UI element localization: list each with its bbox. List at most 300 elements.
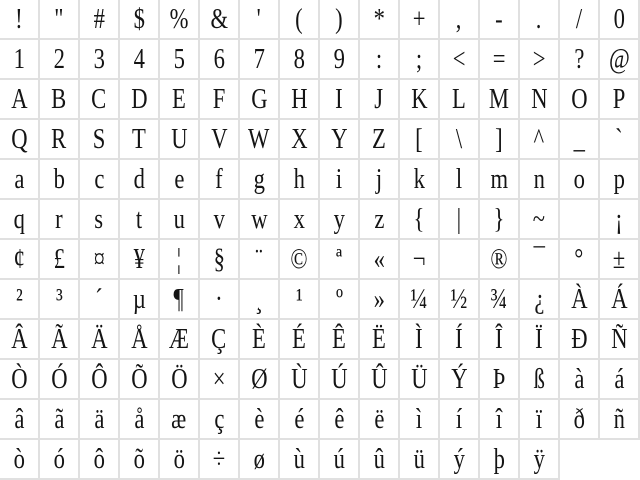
glyph-cell[interactable] xyxy=(320,320,360,360)
glyph-cell[interactable] xyxy=(360,160,400,200)
glyph-cell[interactable] xyxy=(600,80,640,120)
glyph: · xyxy=(215,282,223,315)
glyph-cell[interactable] xyxy=(400,240,440,280)
glyph-cell[interactable] xyxy=(160,240,200,280)
glyph-cell[interactable] xyxy=(160,440,200,480)
glyph-cell[interactable] xyxy=(440,240,480,280)
glyph: 9 xyxy=(333,42,345,75)
glyph-cell[interactable] xyxy=(40,80,80,120)
glyph-cell[interactable] xyxy=(480,360,520,400)
glyph: ± xyxy=(612,242,626,275)
glyph-cell[interactable] xyxy=(520,240,560,280)
glyph: Q xyxy=(10,122,28,155)
glyph-cell[interactable] xyxy=(600,120,640,160)
glyph-cell[interactable] xyxy=(560,120,600,160)
glyph-cell[interactable] xyxy=(440,440,480,480)
glyph-cell[interactable] xyxy=(480,120,520,160)
glyph-cell[interactable] xyxy=(0,120,40,160)
glyph-cell[interactable] xyxy=(600,240,640,280)
glyph: æ xyxy=(171,402,187,435)
glyph: P xyxy=(612,82,626,115)
glyph-cell[interactable] xyxy=(560,200,600,240)
glyph-cell[interactable] xyxy=(400,80,440,120)
glyph: : xyxy=(375,42,383,75)
glyph: 8 xyxy=(293,42,305,75)
glyph-cell[interactable] xyxy=(280,160,320,200)
glyph-cell[interactable] xyxy=(120,400,160,440)
glyph-cell[interactable] xyxy=(0,200,40,240)
glyph-cell[interactable] xyxy=(520,320,560,360)
glyph-cell[interactable] xyxy=(520,80,560,120)
glyph-cell[interactable] xyxy=(200,200,240,240)
glyph: ® xyxy=(490,242,508,275)
glyph-cell[interactable] xyxy=(520,120,560,160)
glyph-cell[interactable] xyxy=(120,120,160,160)
glyph-cell[interactable] xyxy=(440,40,480,80)
glyph-cell[interactable] xyxy=(280,360,320,400)
glyph-cell[interactable] xyxy=(200,40,240,80)
glyph-cell[interactable] xyxy=(440,200,480,240)
glyph-cell[interactable] xyxy=(200,120,240,160)
glyph-cell[interactable] xyxy=(80,400,120,440)
glyph-cell[interactable] xyxy=(200,160,240,200)
glyph-cell[interactable] xyxy=(360,120,400,160)
glyph-cell[interactable] xyxy=(480,440,520,480)
glyph-cell[interactable] xyxy=(240,40,280,80)
glyph-cell[interactable] xyxy=(40,40,80,80)
glyph: x xyxy=(293,202,305,235)
glyph: Û xyxy=(370,362,388,395)
glyph-cell[interactable] xyxy=(120,80,160,120)
glyph: E xyxy=(172,82,186,115)
glyph: Z xyxy=(372,122,386,155)
glyph: 7 xyxy=(253,42,265,75)
glyph: Ñ xyxy=(610,322,628,355)
glyph: È xyxy=(252,322,266,355)
glyph-cell[interactable] xyxy=(240,440,280,480)
glyph-cell[interactable] xyxy=(120,320,160,360)
glyph-cell[interactable] xyxy=(280,0,320,40)
glyph: * xyxy=(373,2,385,35)
glyph-cell[interactable] xyxy=(40,0,80,40)
glyph-cell[interactable] xyxy=(400,120,440,160)
glyph-cell[interactable] xyxy=(320,240,360,280)
glyph-cell[interactable] xyxy=(360,40,400,80)
glyph: M xyxy=(488,82,510,115)
glyph-cell[interactable] xyxy=(40,360,80,400)
glyph: ` xyxy=(615,122,623,155)
glyph: s xyxy=(94,202,104,235)
glyph-cell[interactable] xyxy=(200,280,240,320)
glyph: ¢ xyxy=(13,242,25,275)
glyph-cell[interactable] xyxy=(120,280,160,320)
glyph-cell[interactable] xyxy=(160,360,200,400)
glyph-cell[interactable] xyxy=(520,160,560,200)
glyph-cell[interactable] xyxy=(480,40,520,80)
glyph-cell[interactable] xyxy=(160,120,200,160)
glyph: J xyxy=(374,82,384,115)
glyph: p xyxy=(613,162,625,195)
glyph-cell[interactable] xyxy=(160,0,200,40)
glyph-cell[interactable] xyxy=(520,40,560,80)
glyph: ç xyxy=(213,402,225,435)
glyph: Ï xyxy=(535,322,543,355)
glyph-cell[interactable] xyxy=(600,40,640,80)
glyph: ü xyxy=(413,442,425,475)
glyph-cell[interactable] xyxy=(0,80,40,120)
glyph: & xyxy=(210,2,228,35)
glyph-cell[interactable] xyxy=(80,360,120,400)
glyph: Ö xyxy=(170,362,188,395)
glyph-cell[interactable] xyxy=(200,360,240,400)
glyph-cell[interactable] xyxy=(480,80,520,120)
glyph-cell[interactable] xyxy=(240,360,280,400)
glyph: ; xyxy=(415,42,423,75)
glyph: É xyxy=(292,322,306,355)
glyph: w xyxy=(250,202,268,235)
glyph-cell[interactable] xyxy=(160,40,200,80)
glyph-cell[interactable] xyxy=(440,320,480,360)
glyph-cell[interactable] xyxy=(280,80,320,120)
glyph-cell[interactable] xyxy=(200,440,240,480)
glyph-cell[interactable] xyxy=(440,400,480,440)
glyph-cell[interactable] xyxy=(0,440,40,480)
glyph-cell[interactable] xyxy=(480,200,520,240)
glyph: ã xyxy=(53,402,65,435)
glyph-cell[interactable] xyxy=(600,360,640,400)
glyph-cell[interactable] xyxy=(440,120,480,160)
glyph: £ xyxy=(53,242,65,275)
glyph-cell[interactable] xyxy=(120,40,160,80)
glyph: f xyxy=(215,162,223,195)
glyph-cell[interactable] xyxy=(160,80,200,120)
glyph: Î xyxy=(495,322,503,355)
glyph: R xyxy=(51,122,67,155)
glyph: m xyxy=(490,162,508,195)
glyph: Ú xyxy=(330,362,348,395)
glyph: h xyxy=(293,162,305,195)
glyph-cell[interactable] xyxy=(80,0,120,40)
glyph-cell[interactable] xyxy=(360,400,400,440)
glyph-cell[interactable] xyxy=(440,280,480,320)
glyph-cell[interactable] xyxy=(520,0,560,40)
glyph-cell[interactable] xyxy=(280,320,320,360)
glyph: d xyxy=(133,162,145,195)
glyph: Ë xyxy=(372,322,386,355)
glyph-cell[interactable] xyxy=(200,320,240,360)
glyph-cell[interactable] xyxy=(280,400,320,440)
glyph-cell[interactable] xyxy=(40,200,80,240)
glyph-cell[interactable] xyxy=(40,160,80,200)
glyph-cell[interactable] xyxy=(480,280,520,320)
glyph: Ü xyxy=(410,362,428,395)
glyph-cell[interactable] xyxy=(280,200,320,240)
glyph-cell[interactable] xyxy=(200,0,240,40)
glyph-cell[interactable] xyxy=(280,280,320,320)
glyph: . xyxy=(536,2,542,35)
glyph-cell[interactable] xyxy=(360,440,400,480)
glyph-cell[interactable] xyxy=(320,80,360,120)
glyph: I xyxy=(335,82,343,115)
glyph-cell[interactable] xyxy=(600,160,640,200)
glyph-cell[interactable] xyxy=(240,160,280,200)
glyph-cell[interactable] xyxy=(240,120,280,160)
glyph: ÿ xyxy=(533,442,545,475)
glyph-cell[interactable] xyxy=(400,0,440,40)
glyph: ª xyxy=(335,242,343,275)
glyph: + xyxy=(412,2,426,35)
glyph: # xyxy=(93,2,105,35)
glyph-cell[interactable] xyxy=(320,440,360,480)
glyph: Õ xyxy=(130,362,148,395)
glyph-cell[interactable] xyxy=(600,200,640,240)
glyph-cell[interactable] xyxy=(0,360,40,400)
glyph-cell[interactable] xyxy=(480,0,520,40)
glyph-cell[interactable] xyxy=(80,80,120,120)
glyph-cell[interactable] xyxy=(520,440,560,480)
glyph: » xyxy=(373,282,385,315)
glyph: u xyxy=(173,202,185,235)
glyph-cell[interactable] xyxy=(0,160,40,200)
glyph-cell[interactable] xyxy=(480,240,520,280)
glyph-cell[interactable] xyxy=(40,440,80,480)
glyph-cell[interactable] xyxy=(120,160,160,200)
glyph: K xyxy=(410,82,428,115)
glyph: A xyxy=(10,82,28,115)
glyph: Ò xyxy=(10,362,28,395)
glyph-cell[interactable] xyxy=(0,0,40,40)
glyph: 3 xyxy=(93,42,105,75)
glyph-cell[interactable] xyxy=(320,400,360,440)
glyph: ì xyxy=(415,402,423,435)
glyph-cell[interactable] xyxy=(80,160,120,200)
glyph: U xyxy=(170,122,188,155)
glyph-cell[interactable] xyxy=(480,400,520,440)
glyph-cell[interactable] xyxy=(600,400,640,440)
glyph-cell[interactable] xyxy=(400,440,440,480)
glyph-cell[interactable] xyxy=(520,360,560,400)
glyph: k xyxy=(413,162,425,195)
glyph-cell[interactable] xyxy=(80,280,120,320)
glyph-cell[interactable] xyxy=(480,160,520,200)
glyph-cell[interactable] xyxy=(360,0,400,40)
glyph-cell[interactable] xyxy=(120,200,160,240)
glyph-cell[interactable] xyxy=(0,280,40,320)
glyph-cell[interactable] xyxy=(160,280,200,320)
glyph-cell[interactable] xyxy=(160,160,200,200)
glyph-cell[interactable] xyxy=(160,200,200,240)
glyph: ( xyxy=(295,2,303,35)
glyph: ð xyxy=(573,402,585,435)
glyph: \ xyxy=(455,122,463,155)
glyph-cell[interactable] xyxy=(320,120,360,160)
glyph-cell[interactable] xyxy=(520,280,560,320)
glyph: Ù xyxy=(290,362,308,395)
glyph-cell[interactable] xyxy=(240,320,280,360)
glyph-cell[interactable] xyxy=(40,320,80,360)
glyph-cell[interactable] xyxy=(560,280,600,320)
glyph-cell[interactable] xyxy=(200,240,240,280)
glyph: ¬ xyxy=(412,242,426,275)
glyph-cell[interactable] xyxy=(40,280,80,320)
glyph-cell[interactable] xyxy=(560,160,600,200)
glyph-cell[interactable] xyxy=(320,0,360,40)
glyph: H xyxy=(290,82,308,115)
glyph: á xyxy=(613,362,625,395)
glyph: ö xyxy=(173,442,185,475)
glyph: a xyxy=(13,162,25,195)
glyph-cell[interactable] xyxy=(40,400,80,440)
glyph: ³ xyxy=(55,282,63,315)
glyph-cell[interactable] xyxy=(360,200,400,240)
glyph: â xyxy=(13,402,25,435)
glyph: < xyxy=(452,42,466,75)
glyph: Ô xyxy=(90,362,108,395)
glyph-cell[interactable] xyxy=(160,320,200,360)
glyph: ² xyxy=(15,282,23,315)
glyph-cell[interactable] xyxy=(400,160,440,200)
glyph-cell[interactable] xyxy=(160,400,200,440)
glyph-cell[interactable] xyxy=(80,320,120,360)
glyph: ! xyxy=(15,2,23,35)
glyph-cell[interactable] xyxy=(0,240,40,280)
glyph-cell[interactable] xyxy=(320,280,360,320)
glyph-cell[interactable] xyxy=(400,320,440,360)
glyph-cell[interactable] xyxy=(240,0,280,40)
glyph-cell[interactable] xyxy=(0,400,40,440)
glyph-cell[interactable] xyxy=(400,400,440,440)
glyph-cell[interactable] xyxy=(400,360,440,400)
glyph: - xyxy=(495,2,503,35)
glyph-cell[interactable] xyxy=(240,200,280,240)
glyph-cell[interactable] xyxy=(40,120,80,160)
glyph-cell[interactable] xyxy=(320,40,360,80)
glyph: ¿ xyxy=(533,282,545,315)
glyph: Ó xyxy=(50,362,68,395)
glyph-cell[interactable] xyxy=(360,280,400,320)
glyph: û xyxy=(373,442,385,475)
glyph-cell[interactable] xyxy=(280,240,320,280)
glyph-cell[interactable] xyxy=(280,440,320,480)
glyph: y xyxy=(333,202,345,235)
glyph-cell[interactable] xyxy=(400,40,440,80)
glyph: ê xyxy=(333,402,345,435)
glyph-cell[interactable] xyxy=(560,80,600,120)
glyph-cell[interactable] xyxy=(240,400,280,440)
glyph: l xyxy=(455,162,463,195)
glyph: c xyxy=(93,162,105,195)
glyph: C xyxy=(91,82,107,115)
glyph xyxy=(576,205,582,234)
glyph-cell[interactable] xyxy=(520,200,560,240)
glyph-cell[interactable] xyxy=(80,120,120,160)
glyph: o xyxy=(573,162,585,195)
glyph-cell[interactable] xyxy=(360,320,400,360)
glyph: ¹ xyxy=(295,282,303,315)
glyph-cell[interactable] xyxy=(240,240,280,280)
glyph-cell[interactable] xyxy=(320,360,360,400)
glyph-cell[interactable] xyxy=(440,360,480,400)
glyph-cell[interactable] xyxy=(320,200,360,240)
glyph-cell[interactable] xyxy=(360,240,400,280)
glyph: ñ xyxy=(613,402,625,435)
glyph-cell[interactable] xyxy=(80,200,120,240)
glyph-cell[interactable] xyxy=(480,320,520,360)
glyph-cell[interactable] xyxy=(80,240,120,280)
glyph: ~ xyxy=(532,202,546,235)
glyph-cell[interactable] xyxy=(400,200,440,240)
glyph: º xyxy=(335,282,343,315)
glyph: Ø xyxy=(250,362,268,395)
glyph-cell[interactable] xyxy=(200,80,240,120)
glyph: ¸ xyxy=(255,282,263,315)
glyph: N xyxy=(530,82,548,115)
glyph: 2 xyxy=(53,42,65,75)
glyph: Y xyxy=(330,122,348,155)
glyph: = xyxy=(492,42,506,75)
glyph: ï xyxy=(535,402,543,435)
glyph-cell[interactable] xyxy=(440,0,480,40)
glyph-cell[interactable] xyxy=(0,40,40,80)
glyph: 1 xyxy=(13,42,25,75)
glyph: | xyxy=(456,202,462,235)
glyph-cell[interactable] xyxy=(120,240,160,280)
glyph: õ xyxy=(133,442,145,475)
glyph-cell[interactable] xyxy=(600,280,640,320)
glyph-cell[interactable] xyxy=(120,360,160,400)
glyph-cell[interactable] xyxy=(40,240,80,280)
glyph-cell[interactable] xyxy=(320,160,360,200)
glyph-cell[interactable] xyxy=(440,80,480,120)
glyph: V xyxy=(210,122,228,155)
glyph-cell[interactable] xyxy=(200,400,240,440)
glyph-cell[interactable] xyxy=(560,240,600,280)
glyph-cell[interactable] xyxy=(520,400,560,440)
glyph: ¾ xyxy=(490,282,508,315)
glyph-cell[interactable] xyxy=(240,280,280,320)
glyph-cell[interactable] xyxy=(360,360,400,400)
glyph-cell[interactable] xyxy=(280,40,320,80)
glyph: Ð xyxy=(570,322,588,355)
glyph-cell[interactable] xyxy=(560,320,600,360)
glyph: 5 xyxy=(173,42,185,75)
glyph: é xyxy=(293,402,305,435)
glyph-cell[interactable] xyxy=(360,80,400,120)
glyph-cell[interactable] xyxy=(240,80,280,120)
glyph-cell[interactable] xyxy=(120,0,160,40)
glyph-cell[interactable] xyxy=(600,0,640,40)
glyph-cell[interactable] xyxy=(0,320,40,360)
glyph-cell[interactable] xyxy=(560,360,600,400)
glyph-cell[interactable] xyxy=(600,320,640,360)
glyph-cell[interactable] xyxy=(440,160,480,200)
glyph: Ý xyxy=(450,362,468,395)
glyph: ' xyxy=(256,2,262,35)
glyph-cell[interactable] xyxy=(560,40,600,80)
glyph-cell[interactable] xyxy=(80,40,120,80)
glyph: n xyxy=(533,162,545,195)
glyph: Ç xyxy=(211,322,227,355)
glyph-cell[interactable] xyxy=(560,0,600,40)
glyph: Å xyxy=(130,322,148,355)
glyph-cell[interactable] xyxy=(400,280,440,320)
glyph-cell[interactable] xyxy=(120,440,160,480)
glyph: > xyxy=(532,42,546,75)
glyph-cell[interactable] xyxy=(80,440,120,480)
glyph-cell[interactable] xyxy=(560,400,600,440)
glyph-cell[interactable] xyxy=(280,120,320,160)
glyph: v xyxy=(213,202,225,235)
